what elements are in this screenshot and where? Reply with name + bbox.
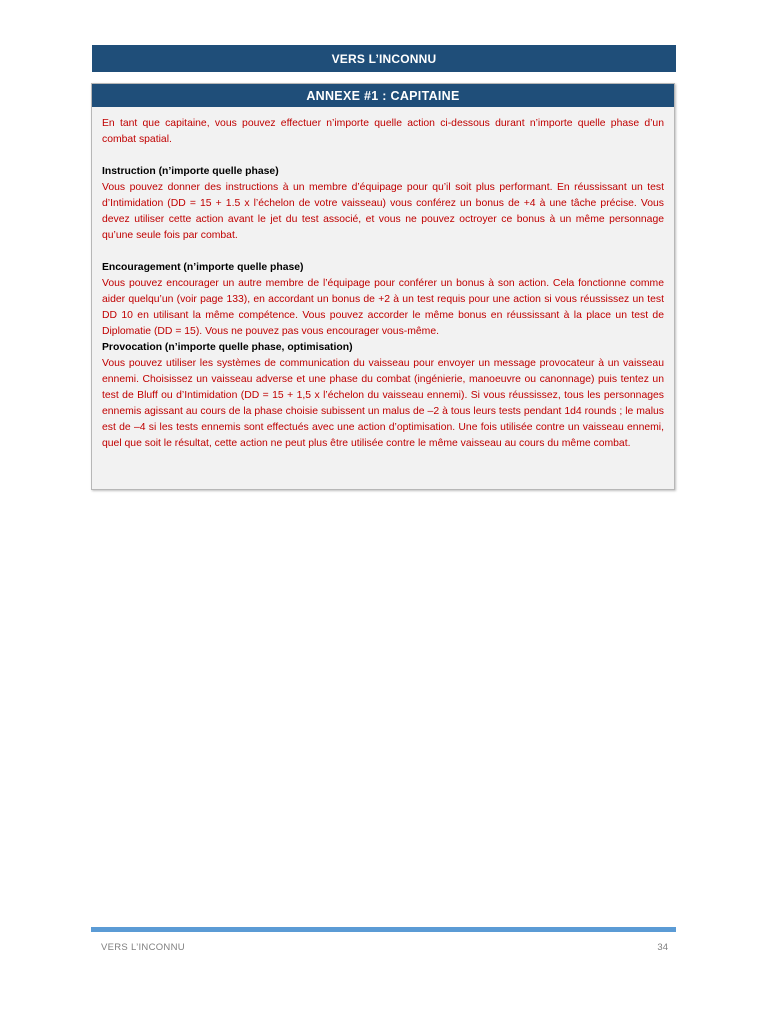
footer-rule xyxy=(91,927,676,932)
annex-title: ANNEXE #1 : CAPITAINE xyxy=(306,88,460,103)
section-title-instruction: Instruction (n’importe quelle phase) xyxy=(102,166,279,177)
footer-document-title: VERS L’INCONNU xyxy=(101,942,185,953)
annex-intro: En tant que capitaine, vous pouvez effectuer n’importe quelle action ci-dessous durant n’importe quelle phase d’un combat spatial. xyxy=(102,118,664,145)
paragraph-spacer xyxy=(102,148,664,164)
paragraph-spacer xyxy=(102,244,664,260)
section-title-provocation: Provocation (n’importe quelle phase, optimisation) xyxy=(102,342,353,353)
document-title: VERS L’INCONNU xyxy=(331,51,437,66)
annex-body xyxy=(92,107,674,452)
section-text-provocation: Vous pouvez utiliser les systèmes de communication du vaisseau pour envoyer un message provocateur à un vaisseau ennemi. Choisissez un vaisseau adverse et une phase du combat (ingénierie, manoeuvre ou canonnage) puis tentez un test de Bluff ou d’Intimidation (DD = 15 + 1,5 x l’échelon du vaisseau ennemi). Si vous réussissez, tous les personnages ennemis agissant au cours de la phase choisie subissent un malus de –2 à tous leurs tests pendant 1d4 rounds ; le malus est de –4 si les tests ennemis sont effectués avec une action d’optimisation. Une fois utilisée contre un vaisseau ennemi, quel que soit le résultat, cette action ne peut plus être utilisée contre le même vaisseau au cours du même combat. xyxy=(102,358,664,449)
section-title-encouragement: Encouragement (n’importe quelle phase) xyxy=(102,262,304,273)
annex-title-bar xyxy=(92,84,674,107)
document-header-bar xyxy=(92,45,676,72)
annex-box xyxy=(91,83,675,490)
section-text-encouragement: Vous pouvez encourager un autre membre de l’équipage pour conférer un bonus à son action. Cela fonctionne comme aider quelqu’un (voir page 133), en accordant un bonus de +2 à un test requis pour une action si vous réussissez un test DD 10 en utilisant la même compétence. Vous pouvez accorder le même bonus en réussissant à la place un test de Diplomatie (DD = 15). Vous ne pouvez pas vous encourager vous-même. xyxy=(102,278,664,337)
footer-page-number: 34 xyxy=(657,942,668,953)
section-text-instruction: Vous pouvez donner des instructions à un membre d’équipage pour qu’il soit plus performant. En réussissant un test d’Intimidation (DD = 15 + 1.5 x l’échelon de votre vaisseau) vous conférez un bonus de +4 à une tâche précise. Vous devez utiliser cette action avant le jet du test associé, et vous ne pouvez octroyer ce bonus à un même personnage qu’une seule fois par combat. xyxy=(102,182,664,241)
